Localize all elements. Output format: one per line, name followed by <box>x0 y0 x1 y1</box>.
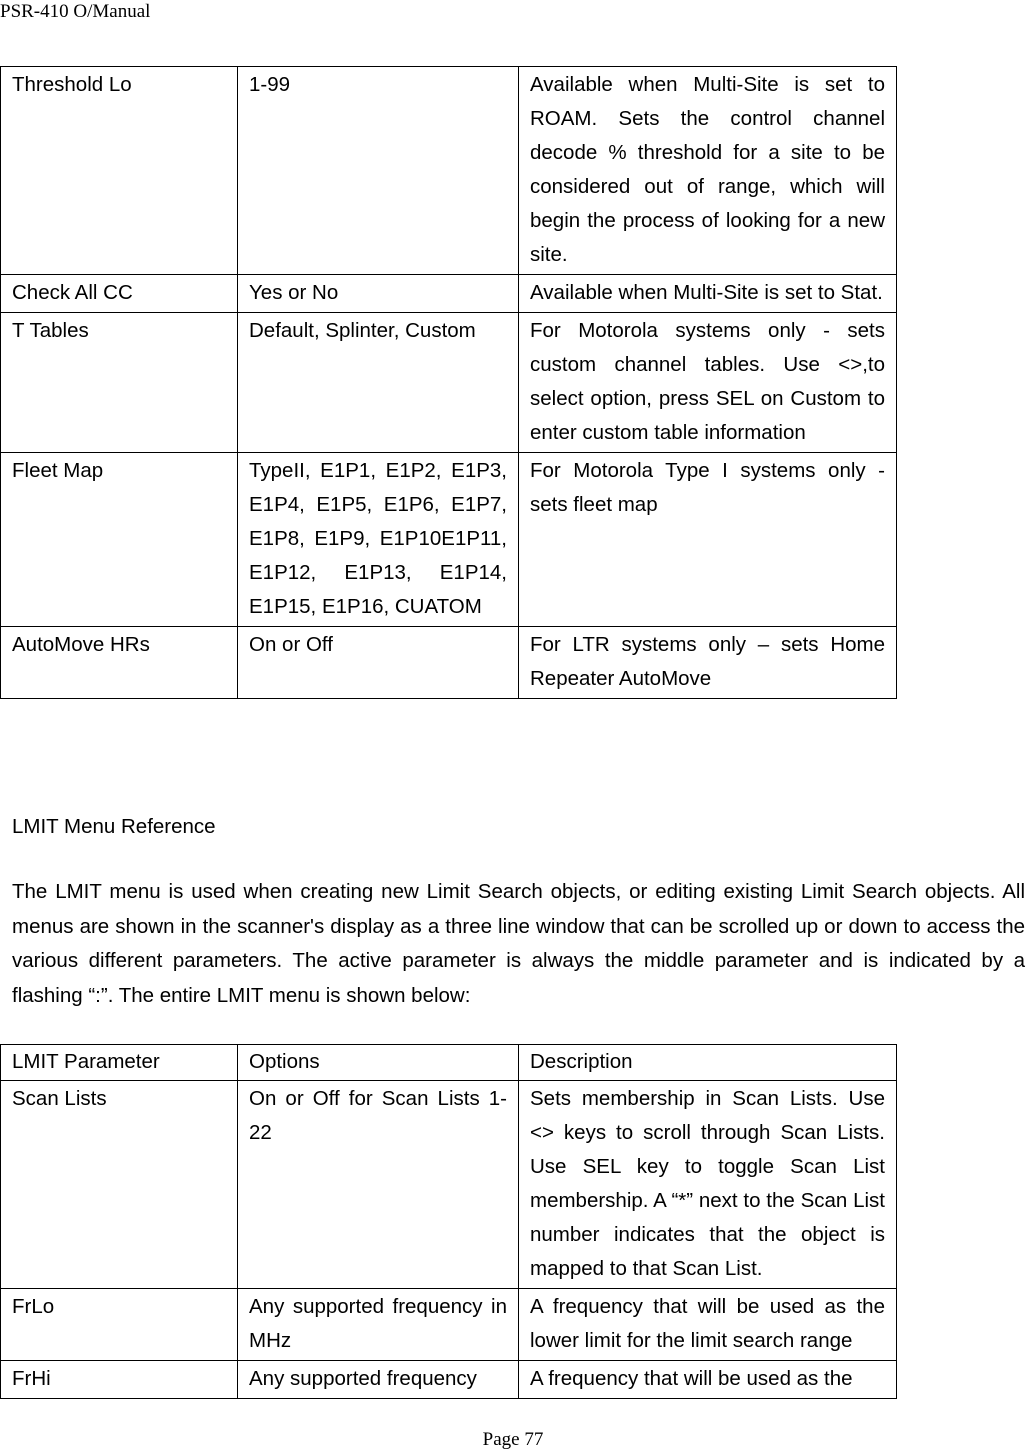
table-row <box>1 67 897 275</box>
param-cell: Check All CC <box>1 275 238 313</box>
options-cell: Default, Splinter, Custom <box>238 313 519 453</box>
section-paragraph: The LMIT menu is used when creating new Limit Search objects, or editing existing Limit Search objects. All menus are shown in the scanner's display as a three line window that can be scrolled up or down to access the various different parameters. The active parameter is always the middle parameter and is indicated by a flashing “:”. The entire LMIT menu is shown below: <box>12 880 1025 1007</box>
description-cell: For LTR systems only – sets Home Repeater AutoMove <box>519 627 897 699</box>
param-cell: Fleet Map <box>1 453 238 627</box>
options-cell: On or Off for Scan Lists 1-22 <box>238 1081 519 1289</box>
header-param: LMIT Parameter <box>1 1045 238 1081</box>
table-header-row <box>1 1045 897 1081</box>
param-cell: T Tables <box>1 313 238 453</box>
options-cell: 1-99 <box>238 67 519 275</box>
param-cell: FrLo <box>1 1289 238 1361</box>
header-options: Options <box>238 1045 519 1081</box>
section-title: LMIT Menu Reference <box>12 815 216 838</box>
options-cell: Any supported frequency in MHz <box>238 1289 519 1361</box>
table-row <box>1 1361 897 1399</box>
page-number: Page 77 <box>482 1429 544 1450</box>
table-row <box>1 1081 897 1289</box>
description-cell: A frequency that will be used as the <box>519 1361 897 1399</box>
param-cell: Threshold Lo <box>1 67 238 275</box>
table-row <box>1 627 897 699</box>
description-cell: Available when Multi-Site is set to ROAM. Sets the control channel decode % threshold for a site to be considered out of range, which will begin the process of looking for a new site. <box>519 67 897 275</box>
table-row <box>1 453 897 627</box>
lmit-parameter-table <box>0 1044 897 1399</box>
description-cell: Sets membership in Scan Lists. Use <> keys to scroll through Scan Lists. Use SEL key to toggle Scan List membership. A “*” next to the Scan List number indicates that the object is mapped to that Scan List. <box>519 1081 897 1289</box>
options-cell: On or Off <box>238 627 519 699</box>
parameter-table-continued <box>0 66 897 699</box>
options-cell: Yes or No <box>238 275 519 313</box>
description-cell: A frequency that will be used as the lower limit for the limit search range <box>519 1289 897 1361</box>
page-header: PSR-410 O/Manual <box>0 1 151 22</box>
description-cell: For Motorola systems only - sets custom channel tables. Use <>,to select option, press SEL on Custom to enter custom table information <box>519 313 897 453</box>
param-cell: Scan Lists <box>1 1081 238 1289</box>
table-row <box>1 313 897 453</box>
options-cell: TypeII, E1P1, E1P2, E1P3, E1P4, E1P5, E1P6, E1P7, E1P8, E1P9, E1P10E1P11, E1P12, E1P13, E1P14, E1P15, E1P16, CUATOM <box>238 453 519 627</box>
param-cell: FrHi <box>1 1361 238 1399</box>
options-cell: Any supported frequency <box>238 1361 519 1399</box>
param-cell: AutoMove HRs <box>1 627 238 699</box>
table-row <box>1 1289 897 1361</box>
description-cell: Available when Multi-Site is set to Stat. <box>519 275 897 313</box>
header-description: Description <box>519 1045 897 1081</box>
table-row <box>1 275 897 313</box>
description-cell: For Motorola Type I systems only - sets fleet map <box>519 453 897 627</box>
